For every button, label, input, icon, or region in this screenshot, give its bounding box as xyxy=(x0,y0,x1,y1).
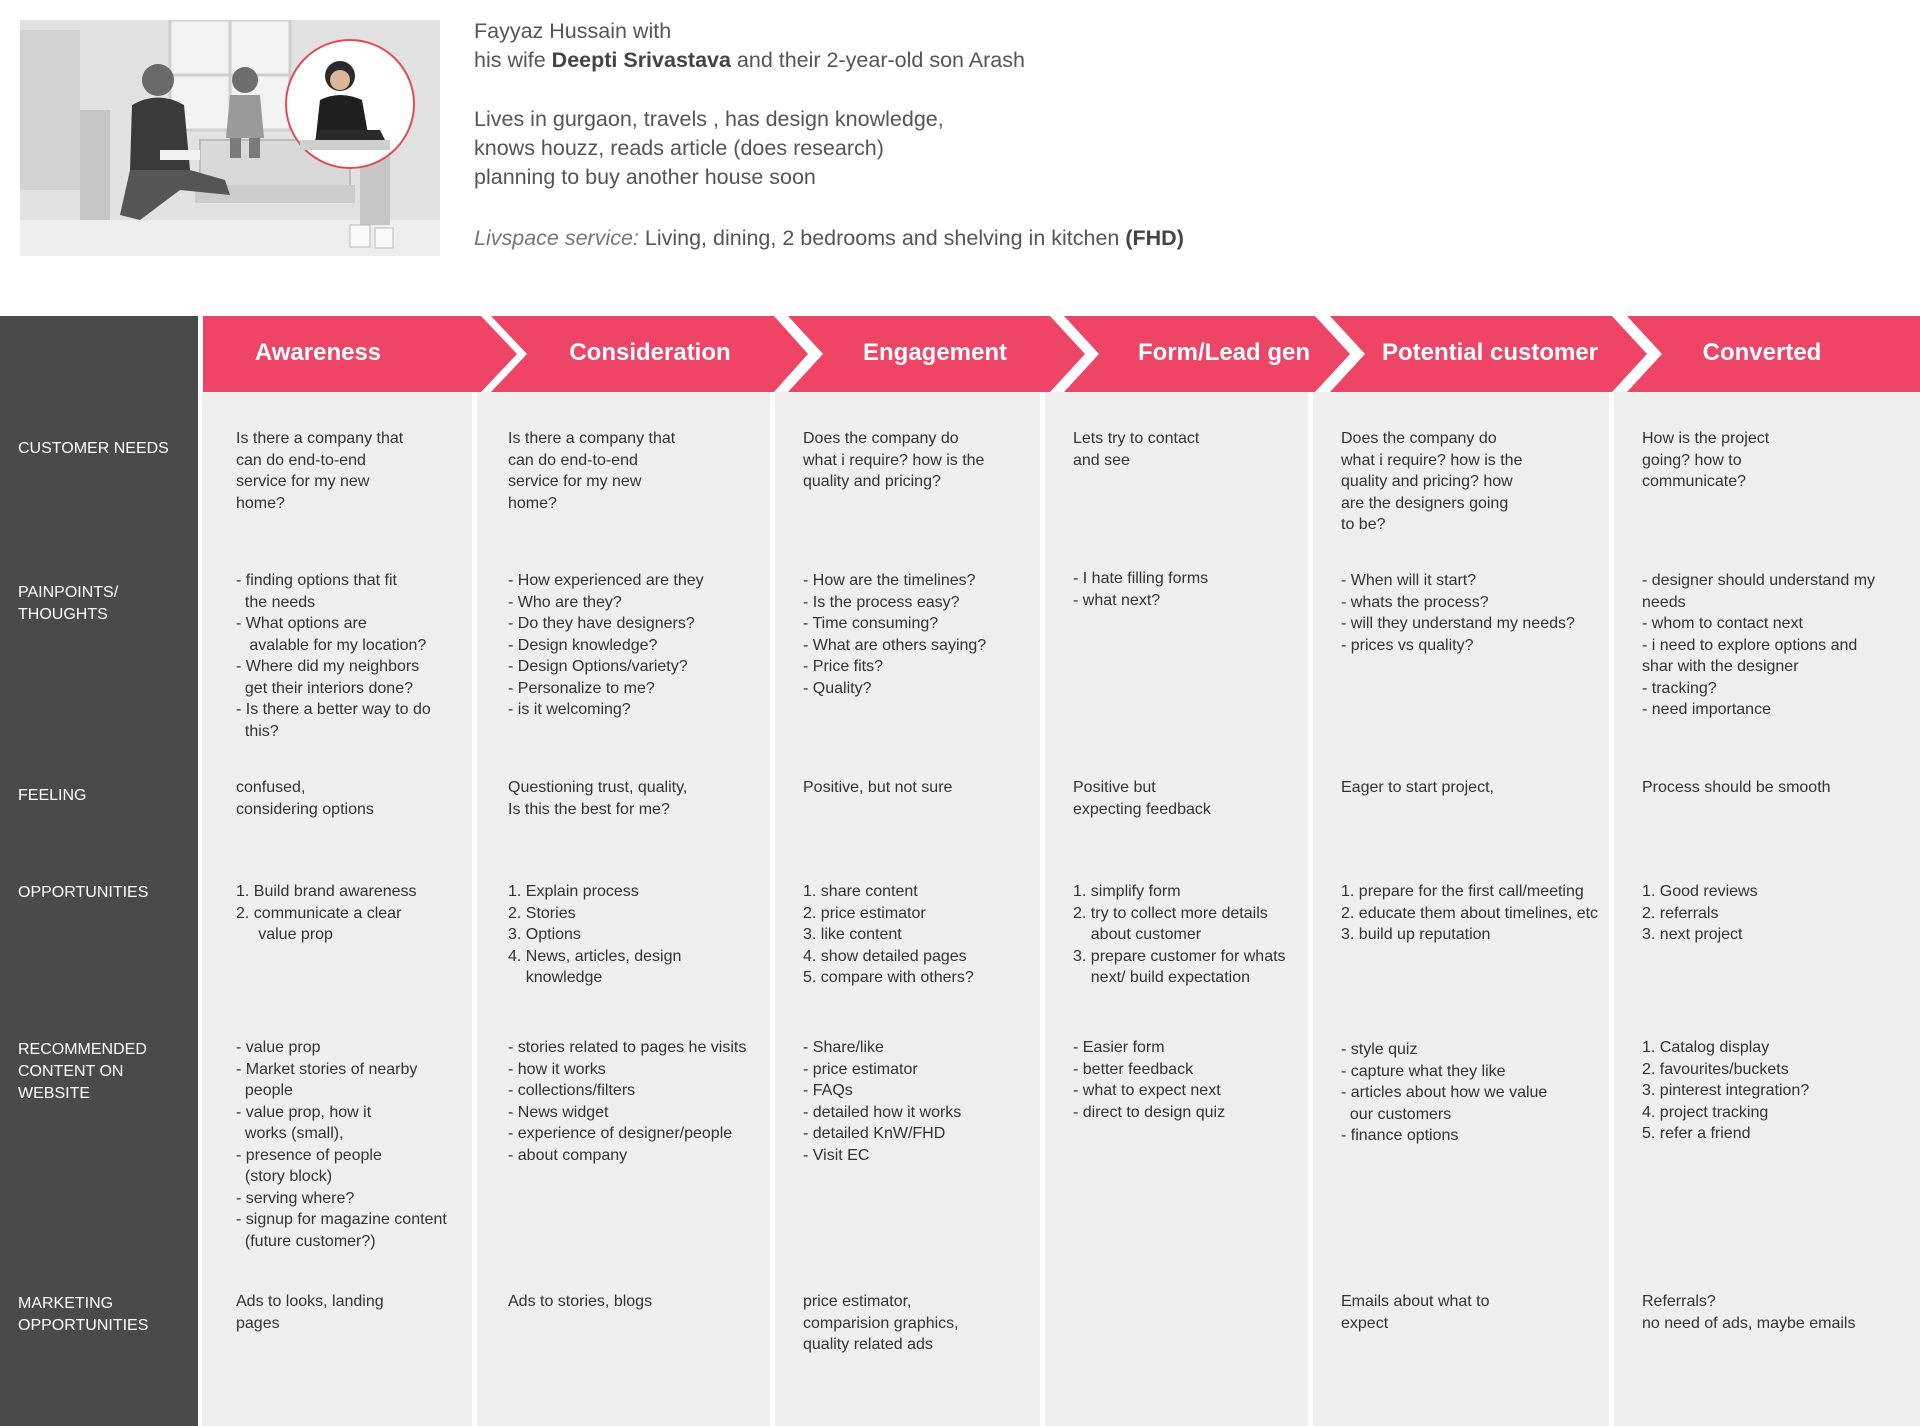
row-label-sidebar xyxy=(0,316,198,1426)
persona-detail-2: knows houzz, reads article (does research) xyxy=(474,136,884,160)
family-prefix: his wife xyxy=(474,48,552,72)
cell-recommended-engagement: - Share/like - price estimator - FAQs - detailed how it works - detailed KnW/FHD - Visit EC xyxy=(803,1039,962,1164)
row-label-customer-needs: CUSTOMER NEEDS xyxy=(18,440,169,457)
row-label-painpoints: PAINPOINTS/ THOUGHTS xyxy=(18,584,119,623)
cell-opportunities-potential-customer: 1. prepare for the first call/meeting 2. educate them about timelines, etc 3. build up reputation xyxy=(1341,883,1599,943)
stage-label-awareness: Awareness xyxy=(254,339,382,366)
row-label-opportunities: OPPORTUNITIES xyxy=(18,884,149,901)
stage-label-consideration: Consideration xyxy=(569,339,731,366)
stage-label-potential-customer: Potential customer xyxy=(1381,339,1599,366)
cell-opportunities-engagement: 1. share content 2. price estimator 3. like content 4. show detailed pages 5. compare with others? xyxy=(803,883,974,986)
cell-customer-needs-potential-customer: Does the company do what i require? how is the quality and pricing? how are the designers going to be? xyxy=(1341,430,1523,533)
cell-recommended-form-lead-gen: - Easier form - better feedback - what to expect next - direct to design quiz xyxy=(1073,1039,1226,1121)
cell-customer-needs-awareness: Is there a company that can do end-to-end service for my new home? xyxy=(236,430,404,512)
cell-painpoints-awareness: - finding options that fit the needs - What options are avalable for my location? - Where did my neighbors get their interiors done? - Is there a better way to do this? xyxy=(236,572,431,740)
cell-opportunities-converted: 1. Good reviews 2. referrals 3. next project xyxy=(1642,883,1758,943)
cell-opportunities-awareness: 1. Build brand awareness 2. communicate a clear value prop xyxy=(236,883,417,943)
cell-opportunities-consideration: 1. Explain process 2. Stories 3. Options 4. News, articles, design knowledge xyxy=(508,883,682,986)
persona-name-line: Fayyaz Hussain with xyxy=(474,19,672,43)
family-suffix: and their 2-year-old son Arash xyxy=(730,48,1025,72)
persona-family-line xyxy=(474,46,1025,75)
service-label: Livspace service: xyxy=(474,226,639,250)
service-tag: (FHD) xyxy=(1125,226,1184,250)
cell-recommended-awareness: - value prop - Market stories of nearby people - value prop, how it works (small), - presence of people (story block) - serving where? - signup for magazine content (future customer?) xyxy=(236,1039,447,1250)
cell-customer-needs-form-lead-gen: Lets try to contact and see xyxy=(1073,430,1200,469)
cell-marketing-converted: Referrals? no need of ads, maybe emails xyxy=(1642,1293,1856,1332)
cell-customer-needs-converted: How is the project going? how to communicate? xyxy=(1642,430,1770,490)
persona-detail-1: Lives in gurgaon, travels , has design knowledge, xyxy=(474,107,944,131)
row-label-recommended-content: RECOMMENDED CONTENT ON WEBSITE xyxy=(18,1041,147,1102)
service-text: Living, dining, 2 bedrooms and shelving in kitchen xyxy=(638,226,1126,250)
cell-painpoints-converted: - designer should understand my needs - whom to contact next - i need to explore options and shar with the designer - tracking? - need importance xyxy=(1642,572,1876,718)
persona-photo xyxy=(20,20,440,256)
stage-label-engagement: Engagement xyxy=(862,339,1008,366)
persona-service-line xyxy=(474,224,1184,253)
cell-marketing-awareness: Ads to looks, landing pages xyxy=(236,1293,384,1332)
cell-painpoints-potential-customer: - When will it start? - whats the process? - will they understand my needs? - prices vs quality? xyxy=(1341,572,1575,654)
stage-label-form-lead-gen: Form/Lead gen xyxy=(1137,339,1311,366)
cell-feeling-awareness: confused, considering options xyxy=(236,779,374,818)
cell-feeling-form-lead-gen: Positive but expecting feedback xyxy=(1073,779,1211,818)
cell-recommended-consideration: - stories related to pages he visits - how it works - collections/filters - News widget - experience of designer/people - about company xyxy=(508,1039,747,1164)
cell-feeling-converted: Process should be smooth xyxy=(1642,779,1831,796)
persona-detail-3: planning to buy another house soon xyxy=(474,165,816,189)
cell-recommended-potential-customer: - style quiz - capture what they like - articles about how we value our customers - finance options xyxy=(1341,1041,1548,1144)
cell-feeling-consideration: Questioning trust, quality, Is this the best for me? xyxy=(508,779,688,818)
cell-customer-needs-consideration: Is there a company that can do end-to-end service for my new home? xyxy=(508,430,676,512)
row-label-marketing: MARKETING OPPORTUNITIES xyxy=(18,1295,149,1334)
cell-feeling-engagement: Positive, but not sure xyxy=(803,779,953,796)
cell-recommended-converted: 1. Catalog display 2. favourites/buckets 3. pinterest integration? 4. project tracking 5. refer a friend xyxy=(1642,1039,1810,1142)
wife-name: Deepti Srivastava xyxy=(551,48,731,72)
cell-customer-needs-engagement: Does the company do what i require? how is the quality and pricing? xyxy=(803,430,985,490)
cell-opportunities-form-lead-gen: 1. simplify form 2. try to collect more details about customer 3. prepare customer for whats next/ build expectation xyxy=(1073,883,1286,986)
cell-painpoints-engagement: - How are the timelines? - Is the process easy? - Time consuming? - What are others saying? - Price fits? - Quality? xyxy=(803,572,987,697)
cell-feeling-potential-customer: Eager to start project, xyxy=(1341,779,1494,796)
cell-marketing-engagement: price estimator, comparision graphics, quality related ads xyxy=(803,1293,959,1353)
row-label-feeling: FEELING xyxy=(18,787,87,804)
stage-label-converted: Converted xyxy=(1702,339,1822,366)
cell-painpoints-form-lead-gen: - I hate filling forms - what next? xyxy=(1073,570,1209,609)
cell-marketing-consideration: Ads to stories, blogs xyxy=(508,1293,653,1310)
cell-painpoints-consideration: - How experienced are they - Who are they? - Do they have designers? - Design knowledge? - Design Options/variety? - Personalize to me? - is it welcoming? xyxy=(508,572,704,718)
journey-stages xyxy=(0,316,1920,392)
cell-marketing-potential-customer: Emails about what to expect xyxy=(1341,1293,1490,1332)
